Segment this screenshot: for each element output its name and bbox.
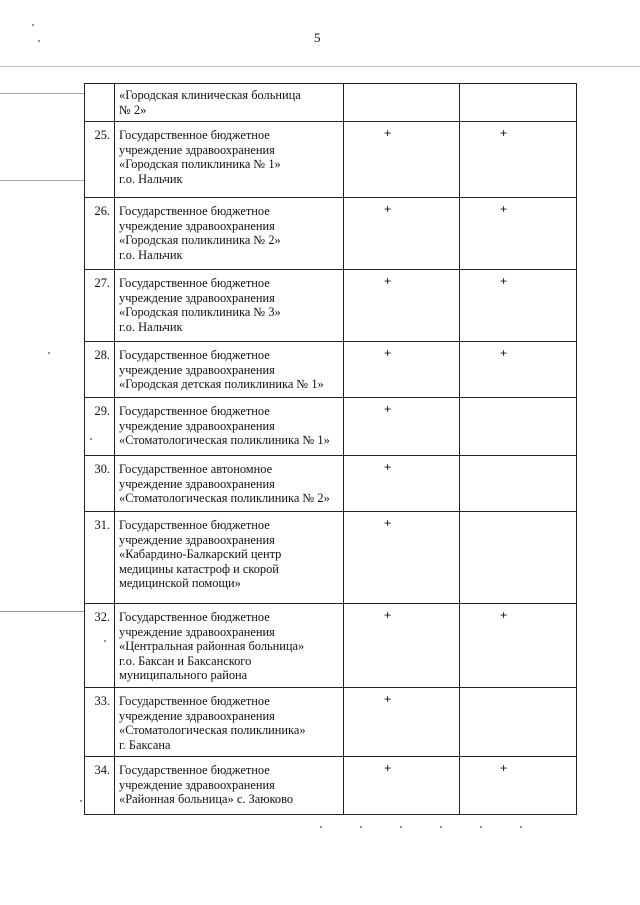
- mark-column-a: [344, 84, 460, 122]
- table-row: [85, 688, 577, 757]
- mark-column-b: +: [460, 270, 577, 342]
- row-number: [85, 84, 115, 122]
- table-row: [85, 198, 577, 270]
- scan-artifact-line: [0, 93, 84, 94]
- scan-speck: [360, 826, 362, 828]
- table-row: [85, 512, 577, 604]
- institution-name: Государственное бюджетное учреждение здравоохранения «Центральная районная больница» г.о. Баксан и Баксанского муниципального района: [115, 604, 344, 688]
- scan-artifact-line: [0, 611, 84, 612]
- scan-artifact-line: [0, 66, 640, 67]
- institutions-table: [84, 83, 577, 815]
- table-row: [85, 757, 577, 815]
- page-number: 5: [314, 30, 321, 45]
- institution-name: Государственное бюджетное учреждение здравоохранения «Районная больница» с. Заюково: [115, 757, 344, 815]
- institution-name: Государственное бюджетное учреждение здравоохранения «Кабардино-Балкарский центр медицины катастроф и скорой медицинской помощи»: [115, 512, 344, 604]
- row-number: 31.: [85, 512, 115, 604]
- table-row: [85, 270, 577, 342]
- table-row: [85, 342, 577, 398]
- mark-column-b: +: [460, 342, 577, 398]
- institution-name: Государственное автономное учреждение здравоохранения «Стоматологическая поликлиника № 2»: [115, 456, 344, 512]
- row-number: 27.: [85, 270, 115, 342]
- institution-name: Государственное бюджетное учреждение здравоохранения «Стоматологическая поликлиника» г. Баксана: [115, 688, 344, 757]
- table-row: [85, 398, 577, 456]
- row-number: 33.: [85, 688, 115, 757]
- mark-column-b: +: [460, 122, 577, 198]
- scan-speck: [400, 826, 402, 828]
- institution-name: Государственное бюджетное учреждение здравоохранения «Городская поликлиника № 1» г.о. Нальчик: [115, 122, 344, 198]
- institution-name: «Городская клиническая больница № 2»: [115, 84, 344, 122]
- mark-column-a: +: [344, 512, 460, 604]
- table-row: [85, 604, 577, 688]
- institution-name: Государственное бюджетное учреждение здравоохранения «Стоматологическая поликлиника № 1»: [115, 398, 344, 456]
- mark-column-b: +: [460, 198, 577, 270]
- mark-column-b: [460, 688, 577, 757]
- row-number: 30.: [85, 456, 115, 512]
- scan-speck: [38, 40, 40, 42]
- scan-speck: [32, 24, 34, 26]
- row-number: 29.: [85, 398, 115, 456]
- institution-name: Государственное бюджетное учреждение здравоохранения «Городская детская поликлиника № 1»: [115, 342, 344, 398]
- table-row: [85, 84, 577, 122]
- scan-speck: [80, 800, 82, 802]
- mark-column-b: +: [460, 604, 577, 688]
- institution-name: Государственное бюджетное учреждение здравоохранения «Городская поликлиника № 2» г.о. Нальчик: [115, 198, 344, 270]
- mark-column-a: +: [344, 122, 460, 198]
- scan-speck: [480, 826, 482, 828]
- row-number: 32.: [85, 604, 115, 688]
- mark-column-a: +: [344, 757, 460, 815]
- mark-column-a: +: [344, 688, 460, 757]
- mark-column-a: +: [344, 456, 460, 512]
- row-number: 25.: [85, 122, 115, 198]
- table-row: [85, 122, 577, 198]
- mark-column-b: +: [460, 757, 577, 815]
- scan-artifact-line: [0, 180, 84, 181]
- row-number: 26.: [85, 198, 115, 270]
- mark-column-b: [460, 512, 577, 604]
- mark-column-a: +: [344, 398, 460, 456]
- scan-speck: [440, 826, 442, 828]
- scan-speck: [320, 826, 322, 828]
- scan-speck: [90, 438, 92, 440]
- scan-speck: [104, 640, 106, 642]
- mark-column-b: [460, 456, 577, 512]
- scan-speck: [48, 352, 50, 354]
- row-number: 34.: [85, 757, 115, 815]
- institution-name: Государственное бюджетное учреждение здравоохранения «Городская поликлиника № 3» г.о. Нальчик: [115, 270, 344, 342]
- mark-column-b: [460, 398, 577, 456]
- mark-column-a: +: [344, 342, 460, 398]
- mark-column-b: [460, 84, 577, 122]
- scan-speck: [520, 826, 522, 828]
- table-row: [85, 456, 577, 512]
- mark-column-a: +: [344, 198, 460, 270]
- mark-column-a: +: [344, 270, 460, 342]
- mark-column-a: +: [344, 604, 460, 688]
- row-number: 28.: [85, 342, 115, 398]
